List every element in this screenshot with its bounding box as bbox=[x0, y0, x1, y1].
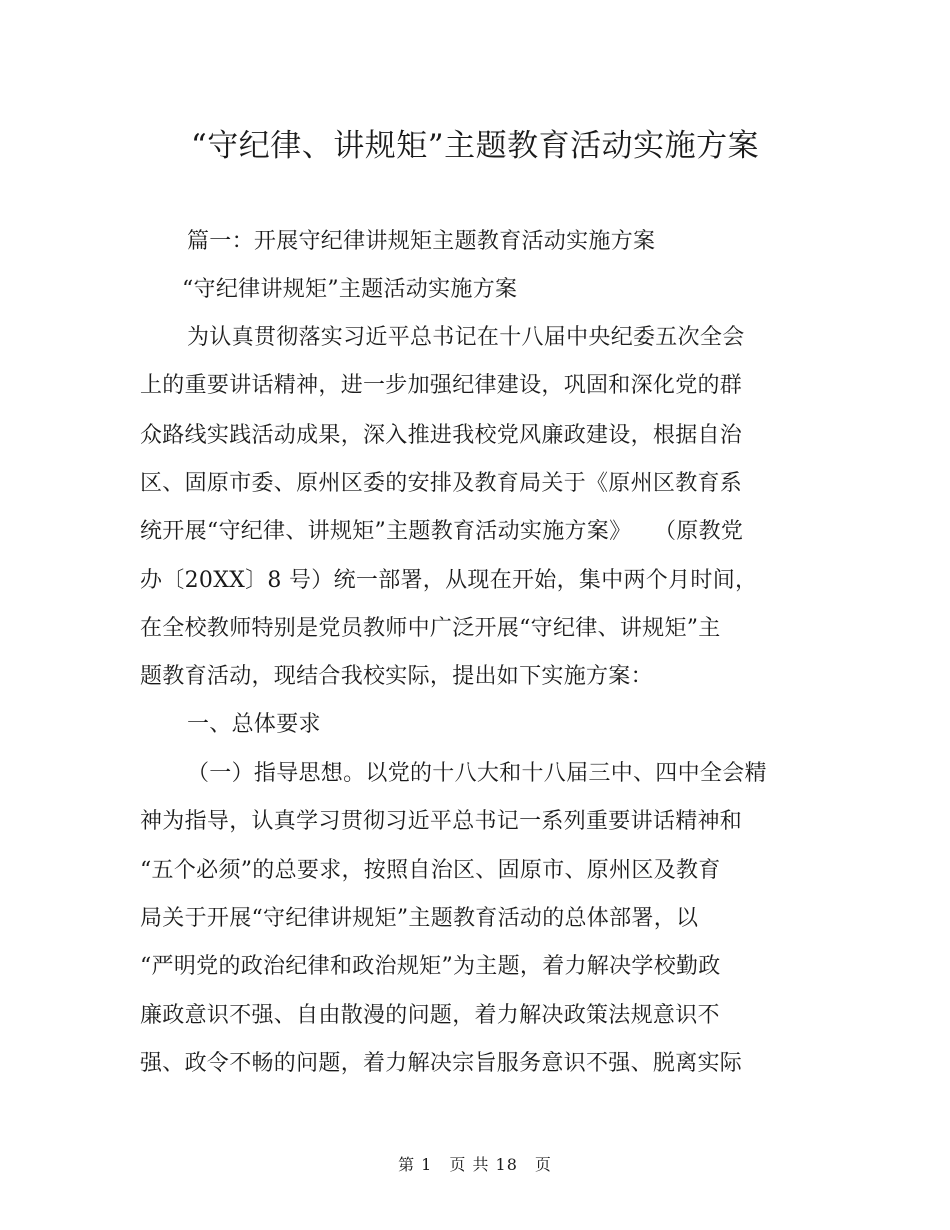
paragraph-line: （一）指导思想。以党的十八大和十八届三中、四中全会精 bbox=[187, 761, 767, 786]
paragraph-line: 神为指导，认真学习贯彻习近平总书记一系列重要讲话精神和 bbox=[140, 809, 743, 834]
document-title: “守纪律、讲规矩”主题教育活动实施方案 bbox=[190, 128, 760, 164]
section-heading-general-requirements: 一、总体要求 bbox=[187, 712, 321, 737]
paragraph-line: 为认真贯彻落实习近平总书记在十八届中央纪委五次全会 bbox=[187, 325, 745, 350]
paragraph-line: 廉政意识不强、自由散漫的问题，着力解决政策法规意识不 bbox=[140, 1003, 720, 1028]
paragraph-line: 局关于开展“守纪律讲规矩”主题教育活动的总体部署，以 bbox=[140, 906, 699, 931]
paragraph-line: 上的重要讲话精神，进一步加强纪律建设，巩固和深化党的群 bbox=[140, 373, 743, 398]
paragraph-line: 区、固原市委、原州区委的安排及教育局关于《原州区教育系 bbox=[140, 471, 743, 496]
paragraph-line: “严明党的政治纪律和政治规矩”为主题，着力解决学校勤政 bbox=[140, 954, 721, 979]
page-number-footer: 第 1 页 共 18 页 bbox=[398, 1155, 552, 1174]
subtitle-line: “守纪律讲规矩”主题活动实施方案 bbox=[182, 277, 518, 302]
paragraph-line: 统开展“守纪律、讲规矩”主题教育活动实施方案》 （原教党 bbox=[140, 519, 744, 544]
paragraph-line: “五个必须”的总要求，按照自治区、固原市、原州区及教育 bbox=[140, 858, 721, 883]
paragraph-line: 在全校教师特别是党员教师中广泛开展“守纪律、讲规矩”主 bbox=[140, 616, 721, 641]
section-heading-part-one: 篇一：开展守纪律讲规矩主题教育活动实施方案 bbox=[187, 229, 656, 254]
paragraph-line: 众路线实践活动成果，深入推进我校党风廉政建设，根据自治 bbox=[140, 423, 743, 448]
paragraph-line: 题教育活动，现结合我校实际，提出如下实施方案： bbox=[140, 664, 653, 689]
paragraph-line: 办〔20XX〕8 号）统一部署，从现在开始，集中两个月时间， bbox=[140, 568, 758, 593]
paragraph-line: 强、政令不畅的问题，着力解决宗旨服务意识不强、脱离实际 bbox=[140, 1051, 743, 1076]
